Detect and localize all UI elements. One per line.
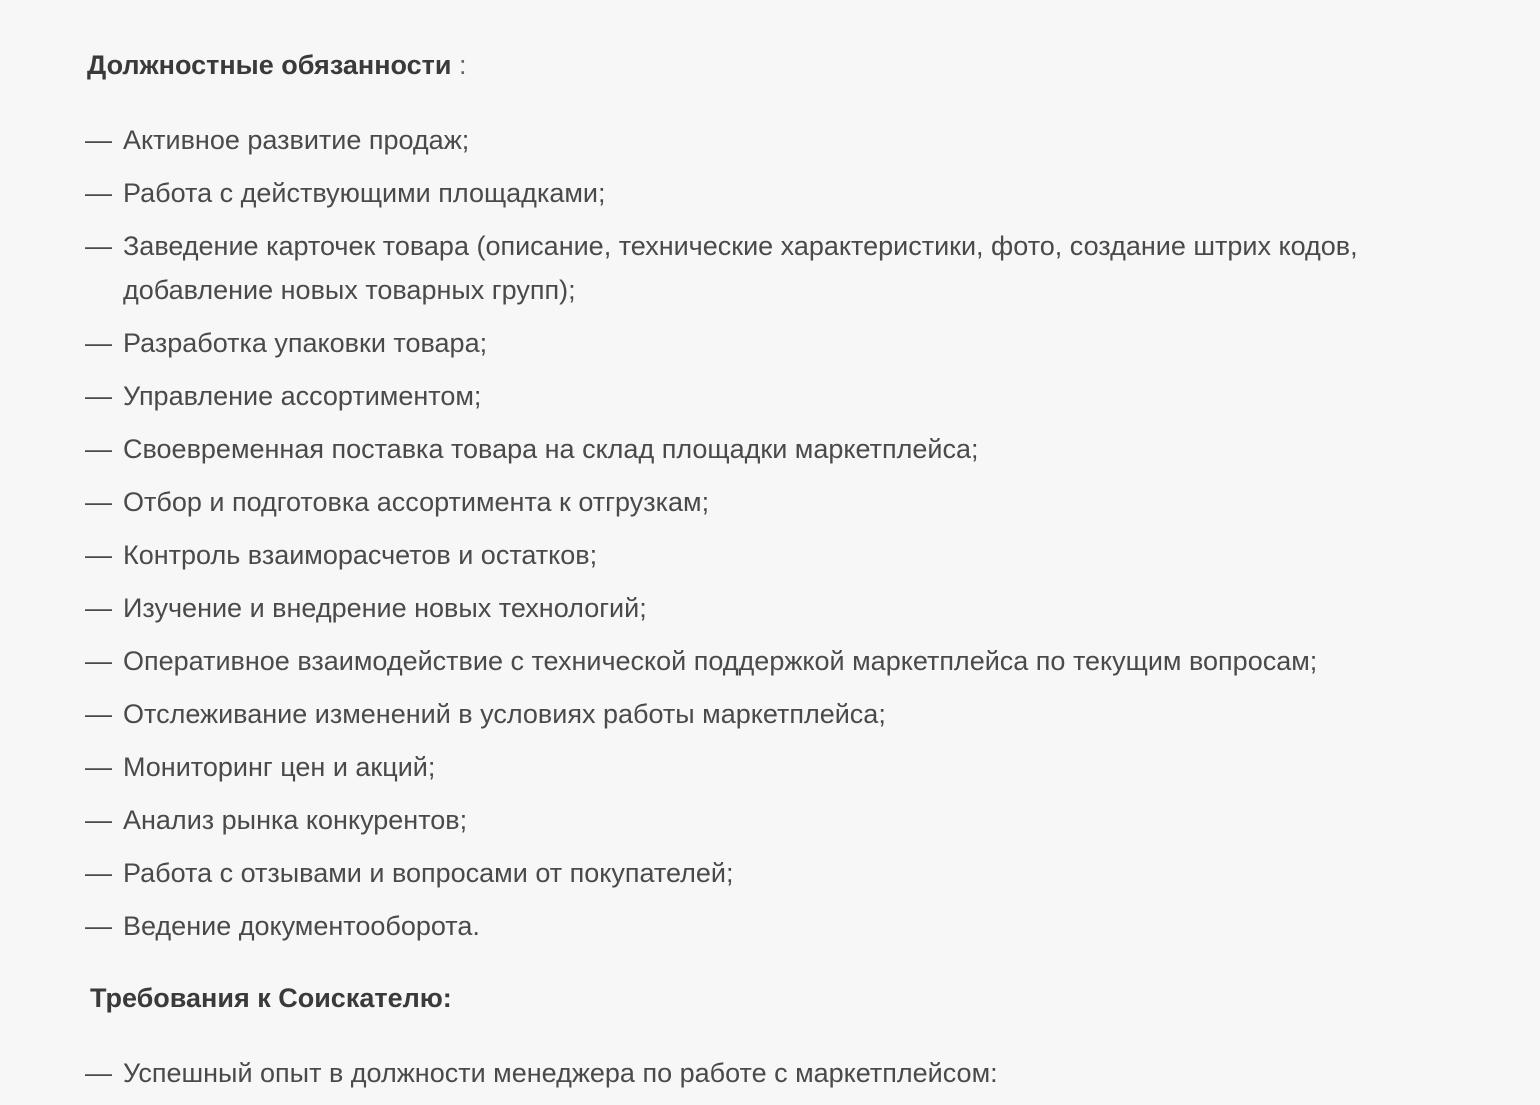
list-item: — Заведение карточек товара (описание, технические характеристики, фото, создание штрих кодов, добавление новых товарных групп); bbox=[85, 224, 1485, 312]
dash-marker: — bbox=[85, 646, 112, 676]
dash-marker: — bbox=[85, 540, 112, 570]
list-item: — Изучение и внедрение новых технологий; bbox=[85, 586, 1485, 630]
dash-marker: — bbox=[85, 752, 112, 782]
list-item: — Оперативное взаимодействие с технической поддержкой маркетплейса по текущим вопросам; bbox=[85, 639, 1485, 683]
dash-marker: — bbox=[85, 593, 112, 623]
responsibilities-list bbox=[85, 118, 1485, 957]
dash-marker: — bbox=[85, 805, 112, 835]
dash-marker: — bbox=[85, 858, 112, 888]
list-item: — Отбор и подготовка ассортимента к отгрузкам; bbox=[85, 480, 1485, 524]
list-item: — Активное развитие продаж; bbox=[85, 118, 1485, 162]
dash-marker: — bbox=[85, 328, 112, 358]
list-item: — Успешный опыт в должности менеджера по работе с маркетплейсом: bbox=[85, 1051, 1485, 1095]
requirements-heading: Требования к Соискателю: bbox=[90, 983, 452, 1013]
dash-marker: — bbox=[85, 381, 112, 411]
list-item: — Мониторинг цен и акций; bbox=[85, 745, 1485, 789]
list-item: — Разработка упаковки товара; bbox=[85, 321, 1485, 365]
list-item: — Работа с действующими площадками; bbox=[85, 171, 1485, 215]
dash-marker: — bbox=[85, 231, 112, 261]
dash-marker: — bbox=[85, 487, 112, 517]
list-item: — Отслеживание изменений в условиях работы маркетплейса; bbox=[85, 692, 1485, 736]
dash-marker: — bbox=[85, 434, 112, 464]
heading-suffix: : bbox=[451, 50, 467, 80]
list-item: — Своевременная поставка товара на склад площадки маркетплейса; bbox=[85, 427, 1485, 471]
list-item: — Анализ рынка конкурентов; bbox=[85, 798, 1485, 842]
dash-marker: — bbox=[85, 178, 112, 208]
list-item: — Ведение документооборота. bbox=[85, 904, 1485, 948]
responsibilities-heading: Должностные обязанности : bbox=[87, 50, 467, 80]
dash-marker: — bbox=[85, 125, 112, 155]
list-item: — Контроль взаиморасчетов и остатков; bbox=[85, 533, 1485, 577]
dash-marker: — bbox=[85, 911, 112, 941]
dash-marker: — bbox=[85, 1058, 112, 1088]
list-item: — Работа с отзывами и вопросами от покупателей; bbox=[85, 851, 1485, 895]
list-item: — Управление ассортиментом; bbox=[85, 374, 1485, 418]
dash-marker: — bbox=[85, 699, 112, 729]
requirements-list bbox=[85, 1051, 1485, 1104]
